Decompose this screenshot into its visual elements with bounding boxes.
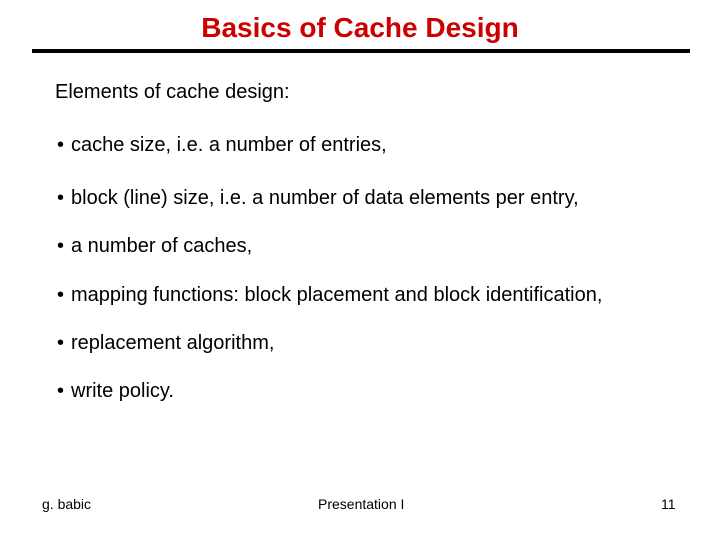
footer-author: g. babic <box>42 496 92 512</box>
bullet-text: write policy. <box>71 380 174 402</box>
bullet-text: block (line) size, i.e. a number of data elements per entry, <box>71 187 579 209</box>
bullet-text: cache size, i.e. a number of entries, <box>71 134 387 156</box>
bullet-item <box>57 378 174 404</box>
bullet-marker: • <box>57 134 65 156</box>
bullet-item <box>57 282 602 308</box>
bullet-marker: • <box>57 380 65 402</box>
bullet-text: mapping functions: block placement and block identification, <box>71 284 603 306</box>
bullet-marker: • <box>57 235 65 257</box>
title-divider <box>32 49 690 53</box>
bullet-marker: • <box>57 332 65 354</box>
bullet-item <box>57 185 579 211</box>
bullet-marker: • <box>57 284 65 306</box>
slide-title: Basics of Cache Design <box>201 12 519 43</box>
bullet-marker: • <box>57 187 65 209</box>
bullet-text: replacement algorithm, <box>71 332 275 354</box>
bullet-text: a number of caches, <box>71 235 253 257</box>
footer-page-number: 11 <box>661 496 676 512</box>
bullet-item <box>57 132 387 158</box>
intro-text: Elements of cache design: <box>55 81 290 103</box>
footer-presentation: Presentation I <box>318 496 405 512</box>
bullet-item <box>57 233 252 259</box>
bullet-item <box>57 330 274 356</box>
